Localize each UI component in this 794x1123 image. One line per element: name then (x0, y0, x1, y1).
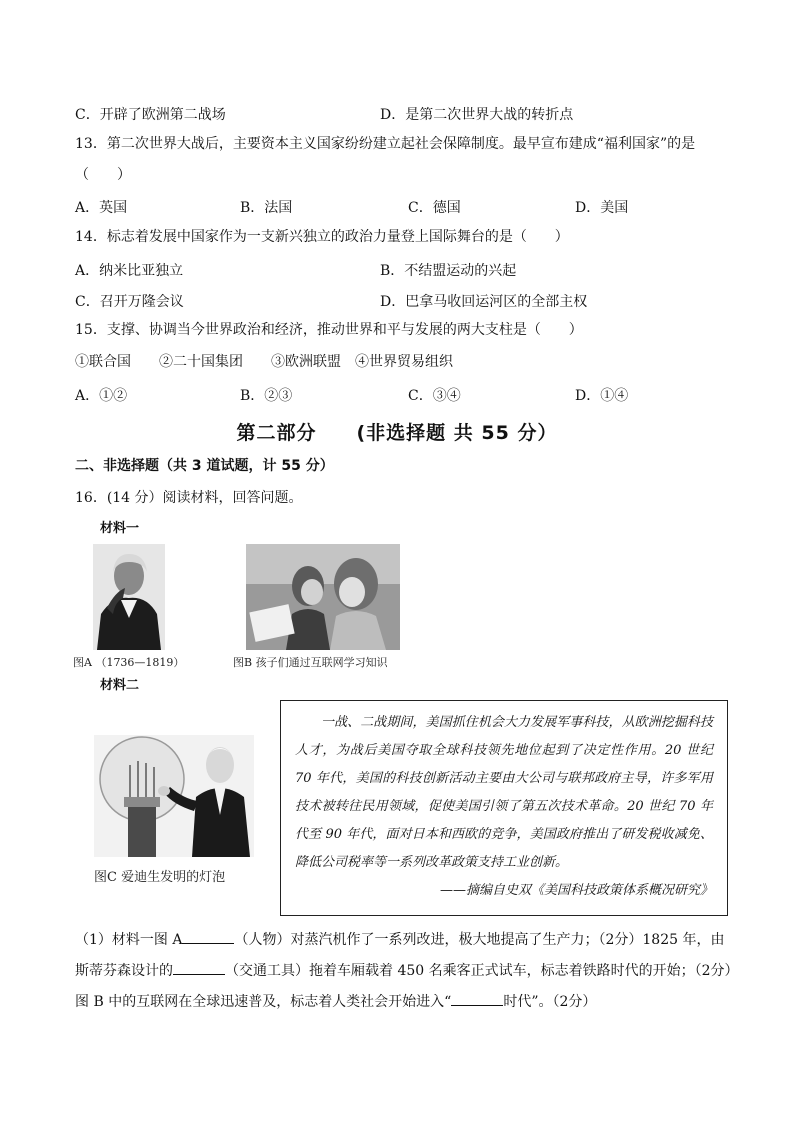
q13-option-a: A．英国 (75, 200, 128, 216)
q15-stem: 15．支撑、协调当今世界政治和经济，推动世界和平与发展的两大支柱是（ ） (75, 322, 583, 338)
figure-b-caption: 图B 孩子们通过互联网学习知识 (233, 656, 388, 669)
q13-stem: 13．第二次世界大战后，主要资本主义国家纷纷建立起社会保障制度。最早宣布建成“福利国家”的是 (75, 136, 696, 152)
q16-1-line3-part1: 图 B 中的互联网在全球迅速普及，标志着人类社会开始进入“ (75, 994, 452, 1010)
q15-option-b: B．②③ (240, 388, 293, 404)
q16-1-line2 (75, 960, 739, 980)
material2-label: 材料二 (100, 678, 140, 693)
q15-items: ①联合国 ②二十国集团 ③欧洲联盟 ④世界贸易组织 (75, 354, 453, 370)
answer-blank-person[interactable] (182, 929, 234, 944)
q15-options (75, 385, 754, 403)
q16-1-line3 (75, 991, 596, 1011)
figure-b-photo (246, 544, 400, 650)
section2-heading: 二、非选择题（共 3 道试题，计 55 分） (75, 458, 334, 474)
q16-1-line3-part2: 时代”。（2分） (503, 994, 597, 1010)
answer-blank-era[interactable] (451, 991, 503, 1006)
q14-option-c: C．召开万隆会议 (75, 294, 184, 310)
figure-c-photo (94, 735, 254, 857)
q14-option-b: B．不结盟运动的兴起 (380, 263, 517, 279)
figure-c-caption: 图C 爱迪生发明的灯泡 (94, 870, 226, 885)
q16-1-line1-part1: （1）材料一图 A (75, 932, 183, 948)
figure-a-portrait (93, 544, 165, 650)
q13-option-b: B．法国 (240, 200, 293, 216)
q16-1-line1 (75, 929, 724, 949)
q14-option-d: D．巴拿马收回运河区的全部主权 (380, 294, 588, 310)
q12-option-d: D．是第二次世界大战的转折点 (380, 107, 574, 123)
portrait-image (93, 544, 165, 650)
q13-options (75, 197, 754, 215)
q13-option-d: D．美国 (575, 200, 629, 216)
figure-a-caption: 图A （1736—1819） (73, 656, 185, 669)
q14-options-ab (75, 260, 754, 278)
q14-option-a: A．纳米比亚独立 (75, 263, 184, 279)
material2-box (280, 700, 728, 916)
q15-option-d: D．①④ (575, 388, 629, 404)
q14-stem: 14．标志着发展中国家作为一支新兴独立的政治力量登上国际舞台的是（ ） (75, 229, 569, 245)
q12-options (75, 104, 754, 122)
material1-label: 材料一 (100, 521, 140, 536)
q14-options-cd (75, 291, 754, 309)
q15-option-c: C．③④ (408, 388, 461, 404)
edison-bulb-image (94, 735, 254, 857)
q16-1-line2-part1: 斯蒂芬森设计的 (75, 963, 173, 979)
material2-source: ——摘编自史双《美国科技政策体系概况研究》 (439, 883, 713, 898)
part2-title: 第二部分 (非选择题 共 55 分） (236, 422, 558, 444)
q16-1-line1-part2: （人物）对蒸汽机作了一系列改进，极大地提高了生产力；（2分）1825 年，由 (234, 932, 725, 948)
answer-blank-vehicle[interactable] (173, 960, 225, 975)
q12-option-c: C．开辟了欧洲第二战场 (75, 107, 226, 123)
q13-paren: （ ） (75, 167, 131, 183)
material2-text: 一战、二战期间，美国抓住机会大力发展军事科技，从欧洲挖掘科技人才，为战后美国夺取全球科技领先地位起到了决定性作用。20 世纪 70 年代，美国的科技创新活动主要由大公司与联邦政府主导，许多军用技术被转往民用领域，促使美国引领了第五次技术革命。20 世纪 70 年代至 90 年代，面对日本和西欧的竞争，美国政府推出了研发税收减免、降低公司税率等一系列改革政策支持工业创新。 (295, 715, 713, 870)
q16-stem: 16．(14 分）阅读材料，回答问题。 (75, 490, 303, 506)
q13-option-c: C．德国 (408, 200, 461, 216)
children-internet-image (246, 544, 400, 650)
q15-option-a: A．①② (75, 388, 128, 404)
q16-1-line2-part2: （交通工具）拖着车厢载着 450 名乘客正式试车，标志着铁路时代的开始；（2分） (225, 963, 739, 979)
